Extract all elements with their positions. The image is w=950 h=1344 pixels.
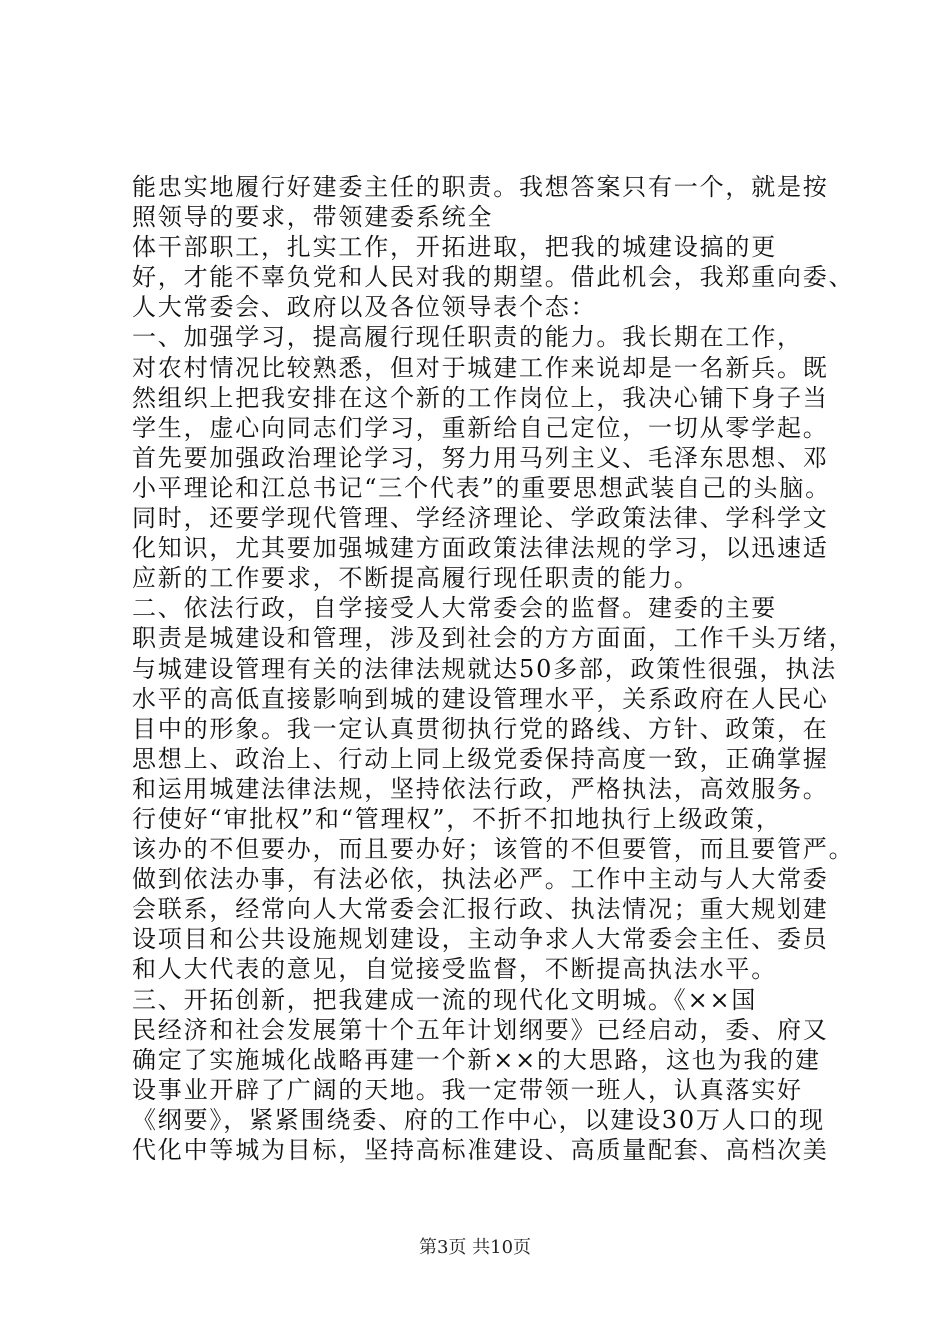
text-line: 与城建设管理有关的法律法规就达50多部，政策性很强，执法 xyxy=(132,654,837,683)
text-line: 水平的高低直接影响到城的建设管理水平，关系政府在人民心 xyxy=(132,684,829,713)
text-line: 行使好“审批权”和“管理权”，不折不扣地执行上级政策， xyxy=(132,804,782,833)
text-line: 和人大代表的意见，自觉接受监督，不断提高执法水平。 xyxy=(132,955,777,984)
text-line: 思想上、政治上、行动上同上级党委保持高度一致，正确掌握 xyxy=(132,744,829,773)
text-line: 学生，虚心向同志们学习，重新给自己定位，一切从零学起。 xyxy=(132,413,829,442)
text-line: 人大常委会、政府以及各位领导表个态： xyxy=(132,293,597,322)
page-number-footer: 第3页 共10页 xyxy=(418,1237,532,1258)
text-line: 《纲要》，紧紧围绕委、府的工作中心，以建设30万人口的现 xyxy=(132,1105,825,1134)
text-line: 照领导的要求，带领建委系统全 xyxy=(132,203,494,232)
text-line: 目中的形象。我一定认真贯彻执行党的路线、方针、政策，在 xyxy=(132,714,829,743)
text-line: 应新的工作要求，不断提高履行现任职责的能力。 xyxy=(132,564,700,593)
text-line: 会联系，经常向人大常委会汇报行政、执法情况；重大规划建 xyxy=(132,895,829,924)
text-line: 设项目和公共设施规划建设，主动争求人大常委会主任、委员 xyxy=(132,925,829,954)
text-line: 同时，还要学现代管理、学经济理论、学政策法律、学科学文 xyxy=(132,504,829,533)
text-line: 代化中等城为目标，坚持高标准建设、高质量配套、高档次美 xyxy=(132,1136,829,1164)
text-line: 设事业开辟了广阔的天地。我一定带领一班人，认真落实好 xyxy=(132,1075,803,1104)
document-body xyxy=(132,172,855,1165)
text-line: 职责是城建设和管理，涉及到社会的方方面面，工作千头万绪， xyxy=(132,624,855,653)
text-line: 三、开拓创新，把我建成一流的现代化文明城。《××国 xyxy=(132,985,758,1014)
text-line: 首先要加强政治理论学习，努力用马列主义、毛泽东思想、邓 xyxy=(132,443,829,472)
text-line: 能忠实地履行好建委主任的职责。我想答案只有一个，就是按 xyxy=(132,173,829,201)
text-line: 确定了实施城化战略再建一个新××的大思路，这也为我的建 xyxy=(132,1045,821,1074)
text-line: 然组织上把我安排在这个新的工作岗位上，我决心铺下身子当 xyxy=(132,383,829,412)
text-line: 化知识，尤其要加强城建方面政策法律法规的学习，以迅速适 xyxy=(132,534,829,563)
text-line: 好，才能不辜负党和人民对我的期望。借此机会，我郑重向委、 xyxy=(132,263,855,292)
text-line: 做到依法办事，有法必依，执法必严。工作中主动与人大常委 xyxy=(132,865,829,894)
text-line: 该办的不但要办，而且要办好；该管的不但要管，而且要管严。 xyxy=(132,835,855,864)
text-line: 对农村情况比较熟悉，但对于城建工作来说却是一名新兵。既 xyxy=(132,353,829,382)
text-line: 小平理论和江总书记“三个代表”的重要思想武装自己的头脑。 xyxy=(132,473,831,502)
text-line: 民经济和社会发展第十个五年计划纲要》已经启动，委、府又 xyxy=(132,1015,829,1044)
text-line: 和运用城建法律法规，坚持依法行政，严格执法，高效服务。 xyxy=(132,774,829,803)
text-line: 一、加强学习，提高履行现任职责的能力。我长期在工作， xyxy=(132,323,803,352)
text-line: 二、依法行政，自学接受人大常委会的监督。建委的主要 xyxy=(132,594,777,623)
text-line: 体干部职工，扎实工作，开拓进取，把我的城建设搞的更 xyxy=(132,233,777,262)
